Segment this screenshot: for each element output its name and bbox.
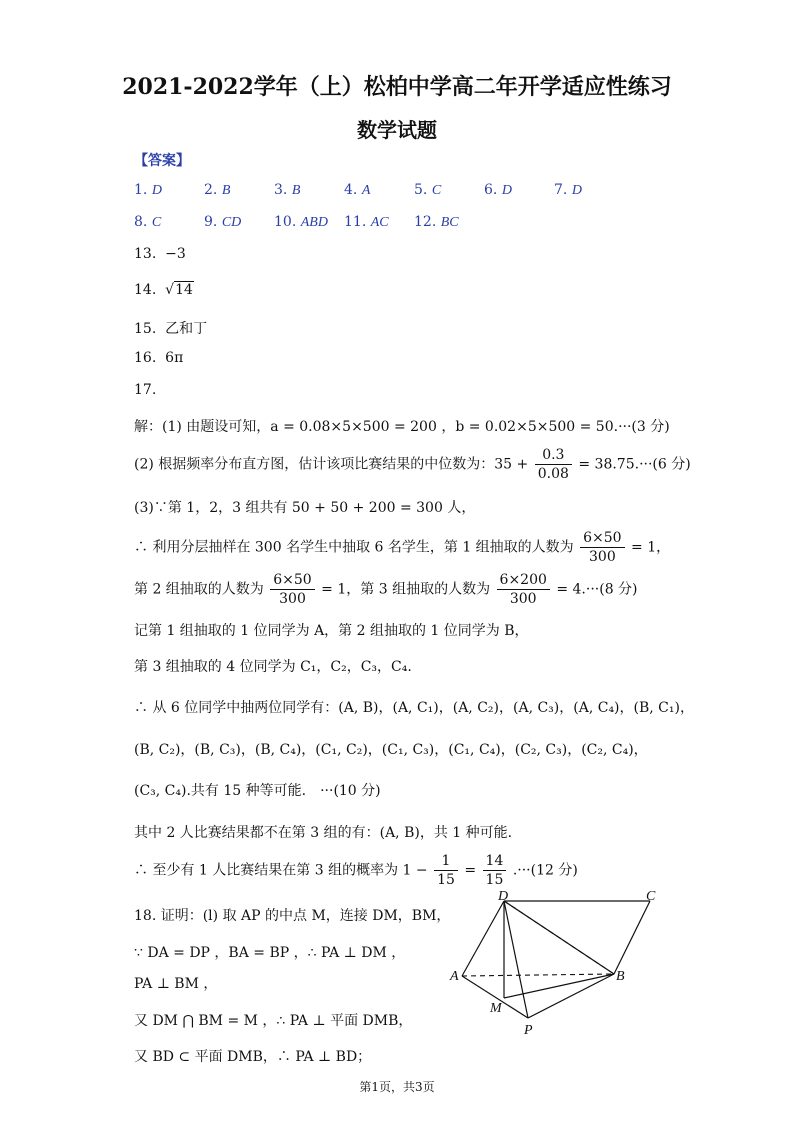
sol17-line4: ∴ 利用分层抽样在 300 名学生中抽取 6 名学生，第 1 组抽取的人数为 $\frac{6\times 50}{300}$ = 1，	[134, 530, 671, 565]
edge-AB-dashed	[462, 974, 614, 976]
sol17-line9: (B, C₂)，(B, C₃)，(B, C₄)，(C₁, C₂)，(C₁, C₃)，(C₁, C₄)，(C₂, C₃)，(C₂, C₄)，	[134, 742, 648, 758]
pyramid-figure	[440, 888, 670, 1038]
answer-12: 12. BC	[414, 214, 459, 230]
fraction: $\frac{0.3}{0.08}$	[535, 446, 572, 483]
sol17-line5: 第 2 组抽取的人数为 $\frac{6\times 50}{300}$ = 1，第 3 组抽取的人数为 $\frac{6\times 200}{300}$ = 4.···(8 分)	[134, 572, 638, 607]
fraction: $\frac{6\times 50}{300}$	[580, 529, 624, 566]
fraction: $\frac{6\times 200}{300}$	[497, 571, 550, 608]
answer-6: 6. D	[484, 182, 512, 198]
answer-17: 17.	[134, 382, 157, 398]
label-C: C	[646, 889, 656, 904]
answer-5: 5. C	[414, 182, 442, 198]
answer-14: 14. √14	[134, 282, 193, 298]
page-title: 2021-2022学年（上）松柏中学高二年开学适应性练习	[122, 74, 672, 100]
answer-4: 4. A	[344, 182, 371, 198]
sol17-line7: 第 3 组抽取的 4 位同学为 C₁，C₂，C₃，C₄.	[134, 659, 412, 675]
sol18-line2: ∵ DA = DP ，BA = BP ，∴ PA ⊥ DM ，	[134, 945, 406, 961]
label-M: M	[490, 1001, 502, 1016]
edge-PB	[528, 974, 614, 1018]
answer-15: 15. 乙和丁	[134, 321, 208, 337]
sol18-line4: 又 DM ⋂ BM = M ，∴ PA ⊥ 平面 DMB，	[134, 1013, 413, 1029]
sol18-line3: PA ⊥ BM ，	[134, 976, 218, 992]
label-P: P	[524, 1023, 533, 1038]
edge-MB	[504, 974, 614, 998]
answer-label: 【答案】	[134, 153, 190, 169]
sol18-line1: 18. 证明：(l) 取 AP 的中点 M，连接 DM，BM，	[134, 908, 451, 924]
fraction: $\frac{14}{15}$	[483, 852, 507, 889]
answer-2: 2. B	[204, 182, 231, 198]
sol18-line5: 又 BD ⊂ 平面 DMB，∴ PA ⊥ BD；	[134, 1049, 372, 1065]
answer-16: 16. 6π	[134, 350, 184, 366]
sol17-line2: (2) 根据频率分布直方图，估计该项比赛结果的中位数为：35 + $\frac{0.3}{0.08}$ = 38.75.···(6 分)	[134, 447, 691, 482]
label-B: B	[616, 969, 625, 984]
fraction: $\frac{1}{15}$	[434, 852, 458, 889]
sol17-line11: 其中 2 人比赛结果都不在第 3 组的有：(A, B)，共 1 种可能.	[134, 825, 513, 841]
sol17-line1: 解：(1) 由题设可知，a = 0.08×5×500 = 200 ，b = 0.02×5×500 = 50.···(3 分)	[134, 419, 670, 435]
label-A: A	[450, 969, 459, 984]
sol17-line6: 记第 1 组抽取的 1 位同学为 A，第 2 组抽取的 1 位同学为 B，	[134, 623, 529, 639]
page-subtitle: 数学试题	[357, 118, 437, 142]
answer-9: 9. CD	[204, 214, 242, 230]
sol17-line12: ∴ 至少有 1 人比赛结果在第 3 组的概率为 1 − $\frac{1}{15}$ = $\frac{14}{15}$ .···(12 分)	[134, 853, 578, 888]
fraction: $\frac{6\times 50}{300}$	[270, 571, 314, 608]
answer-3: 3. B	[274, 182, 301, 198]
label-D: D	[498, 889, 509, 904]
answer-8: 8. C	[134, 214, 162, 230]
edge-DA	[462, 901, 504, 976]
answer-10: 10. ABD	[274, 214, 328, 230]
sol17-line10: (C₃, C₄).共有 15 种等可能. ···(10 分)	[134, 783, 381, 799]
answer-13: 13. −3	[134, 246, 186, 262]
edge-DP	[504, 901, 528, 1018]
sol17-line3: (3)∵第 1，2，3 组共有 50 + 50 + 200 = 300 人，	[134, 500, 476, 516]
edge-CB	[614, 901, 650, 974]
answer-11: 11. AC	[344, 214, 389, 230]
answer-1: 1. D	[134, 182, 162, 198]
sol17-line8: ∴ 从 6 位同学中抽两位同学有：(A, B)，(A, C₁)，(A, C₂)，(A, C₃)，(A, C₄)，(B, C₁)，	[134, 700, 694, 716]
edge-DB-dashed	[504, 901, 614, 974]
answer-7: 7. D	[554, 182, 582, 198]
page-footer: 第1页，共3页	[359, 1080, 435, 1094]
